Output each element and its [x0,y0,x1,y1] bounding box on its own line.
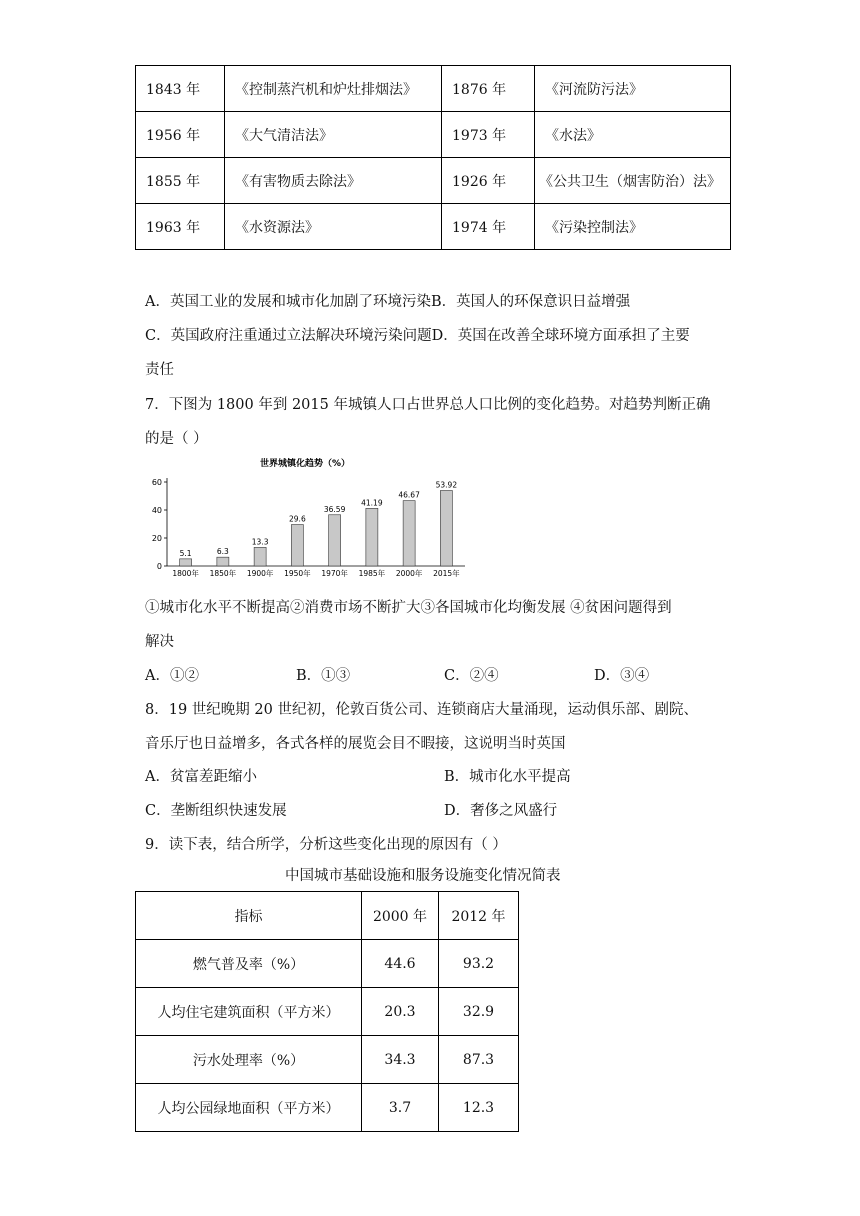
q6-option-cd: C．英国政府注重通过立法解决环境污染问题D．英国在改善全球环境方面承担了主要 [145,328,690,344]
law-cell: 《水法》 [535,112,731,158]
value-cell: 12.3 [439,1084,519,1132]
table-row [136,66,731,112]
header-cell: 指标 [136,892,362,940]
value-cell: 44.6 [362,940,439,988]
header-cell: 2000 年 [362,892,439,940]
table-row [136,158,731,204]
value-cell: 32.9 [439,988,519,1036]
table-row [136,988,519,1036]
y-tick-label: 60 [151,478,162,487]
q7-option-b: B．①③ [296,668,351,684]
bar-value-label: 5.1 [179,548,192,558]
law-cell: 《污染控制法》 [535,204,731,250]
law-cell: 《水资源法》 [225,204,442,250]
q7-option-c: C．②④ [444,668,499,684]
indicator-cell: 人均公园绿地面积（平方米） [136,1084,362,1132]
q7-option-a: A．①② [145,668,199,684]
q7-stem-cont: 的是（ ） [145,431,208,447]
law-cell: 《大气清洁法》 [225,112,442,158]
bar-value-label: 53.92 [435,480,458,490]
year-cell: 1926 年 [442,158,535,204]
year-cell: 1855 年 [136,158,225,204]
bar [217,557,229,566]
q8-stem: 8．19 世纪晚期 20 世纪初，伦敦百货公司、连锁商店大量涌现，运动俱乐部、剧院、 [145,702,698,718]
table-row [136,1036,519,1084]
header-cell: 2012 年 [439,892,519,940]
bar [291,525,303,566]
year-cell: 1973 年 [442,112,535,158]
indicator-cell: 污水处理率（%） [136,1036,362,1084]
x-tick-label: 1800年 [172,569,199,578]
table-header-row [136,892,519,940]
value-cell: 87.3 [439,1036,519,1084]
q7-option-d: D．③④ [594,668,650,684]
bar-value-label: 46.67 [398,490,420,500]
chart-title: 世界城镇化趋势（%） [259,459,351,469]
indicator-cell: 燃气普及率（%） [136,940,362,988]
q8-stem-cont: 音乐厅也日益增多，各式各样的展览会目不暇接，这说明当时英国 [145,736,566,752]
year-cell: 1963 年 [136,204,225,250]
x-tick-label: 2015年 [433,569,460,578]
bar [329,515,341,566]
bar-value-label: 6.3 [216,547,229,557]
x-tick-label: 1850年 [209,569,237,578]
year-cell: 1876 年 [442,66,535,112]
indicator-cell: 人均住宅建筑面积（平方米） [136,988,362,1036]
bar [366,508,378,566]
x-tick-label: 1900年 [246,569,274,578]
year-cell: 1843 年 [136,66,225,112]
q7-statements-cont: 解决 [145,634,174,650]
law-table [135,65,731,250]
table-row [136,940,519,988]
bar-value-label: 41.19 [361,498,383,508]
bar-value-label: 36.59 [323,504,346,514]
x-tick-label: 2000年 [395,569,423,578]
bar [180,559,192,566]
q8-option-a: A．贫富差距缩小 [145,769,257,785]
q9-stem: 9．读下表，结合所学，分析这些变化出现的原因有（ ） [145,837,507,853]
year-cell: 1956 年 [136,112,225,158]
x-tick-label: 1970年 [321,569,348,578]
law-cell: 《控制蒸汽机和炉灶排烟法》 [225,66,442,112]
value-cell: 34.3 [362,1036,439,1084]
q6-option-cd-cont: 责任 [145,362,174,378]
value-cell: 20.3 [362,988,439,1036]
law-cell: 《有害物质去除法》 [225,158,442,204]
value-cell: 3.7 [362,1084,439,1132]
table-caption: 中国城市基础设施和服务设施变化情况简表 [285,868,561,884]
bar [254,547,266,566]
urbanization-bar-chart [145,452,475,587]
q8-option-b: B．城市化水平提高 [444,769,571,785]
table-row [136,1084,519,1132]
y-tick-label: 0 [156,562,162,571]
q8-option-d: D．奢侈之风盛行 [444,803,558,819]
table-row [136,112,731,158]
law-cell: 《公共卫生（烟害防治）法》 [535,158,731,204]
value-cell: 93.2 [439,940,519,988]
bar [440,491,452,566]
bar [403,501,415,566]
bar-value-label: 13.3 [251,537,269,547]
y-tick-label: 20 [151,534,162,543]
x-tick-label: 1950年 [284,569,311,578]
law-cell: 《河流防污法》 [535,66,731,112]
q8-option-c: C．垄断组织快速发展 [145,803,287,819]
year-cell: 1974 年 [442,204,535,250]
bar-value-label: 29.6 [289,514,306,524]
y-tick-label: 40 [151,506,162,515]
q7-stem: 7．下图为 1800 年到 2015 年城镇人口占世界总人口比例的变化趋势。对趋势判断正确 [145,397,711,413]
table-row [136,204,731,250]
q7-statements: ①城市化水平不断提高②消费市场不断扩大③各国城市化均衡发展 ④贫困问题得到 [145,600,672,616]
x-tick-label: 1985年 [358,569,386,578]
infrastructure-table [135,891,519,1132]
q6-option-ab: A．英国工业的发展和城市化加剧了环境污染B．英国人的环保意识日益增强 [145,294,631,310]
